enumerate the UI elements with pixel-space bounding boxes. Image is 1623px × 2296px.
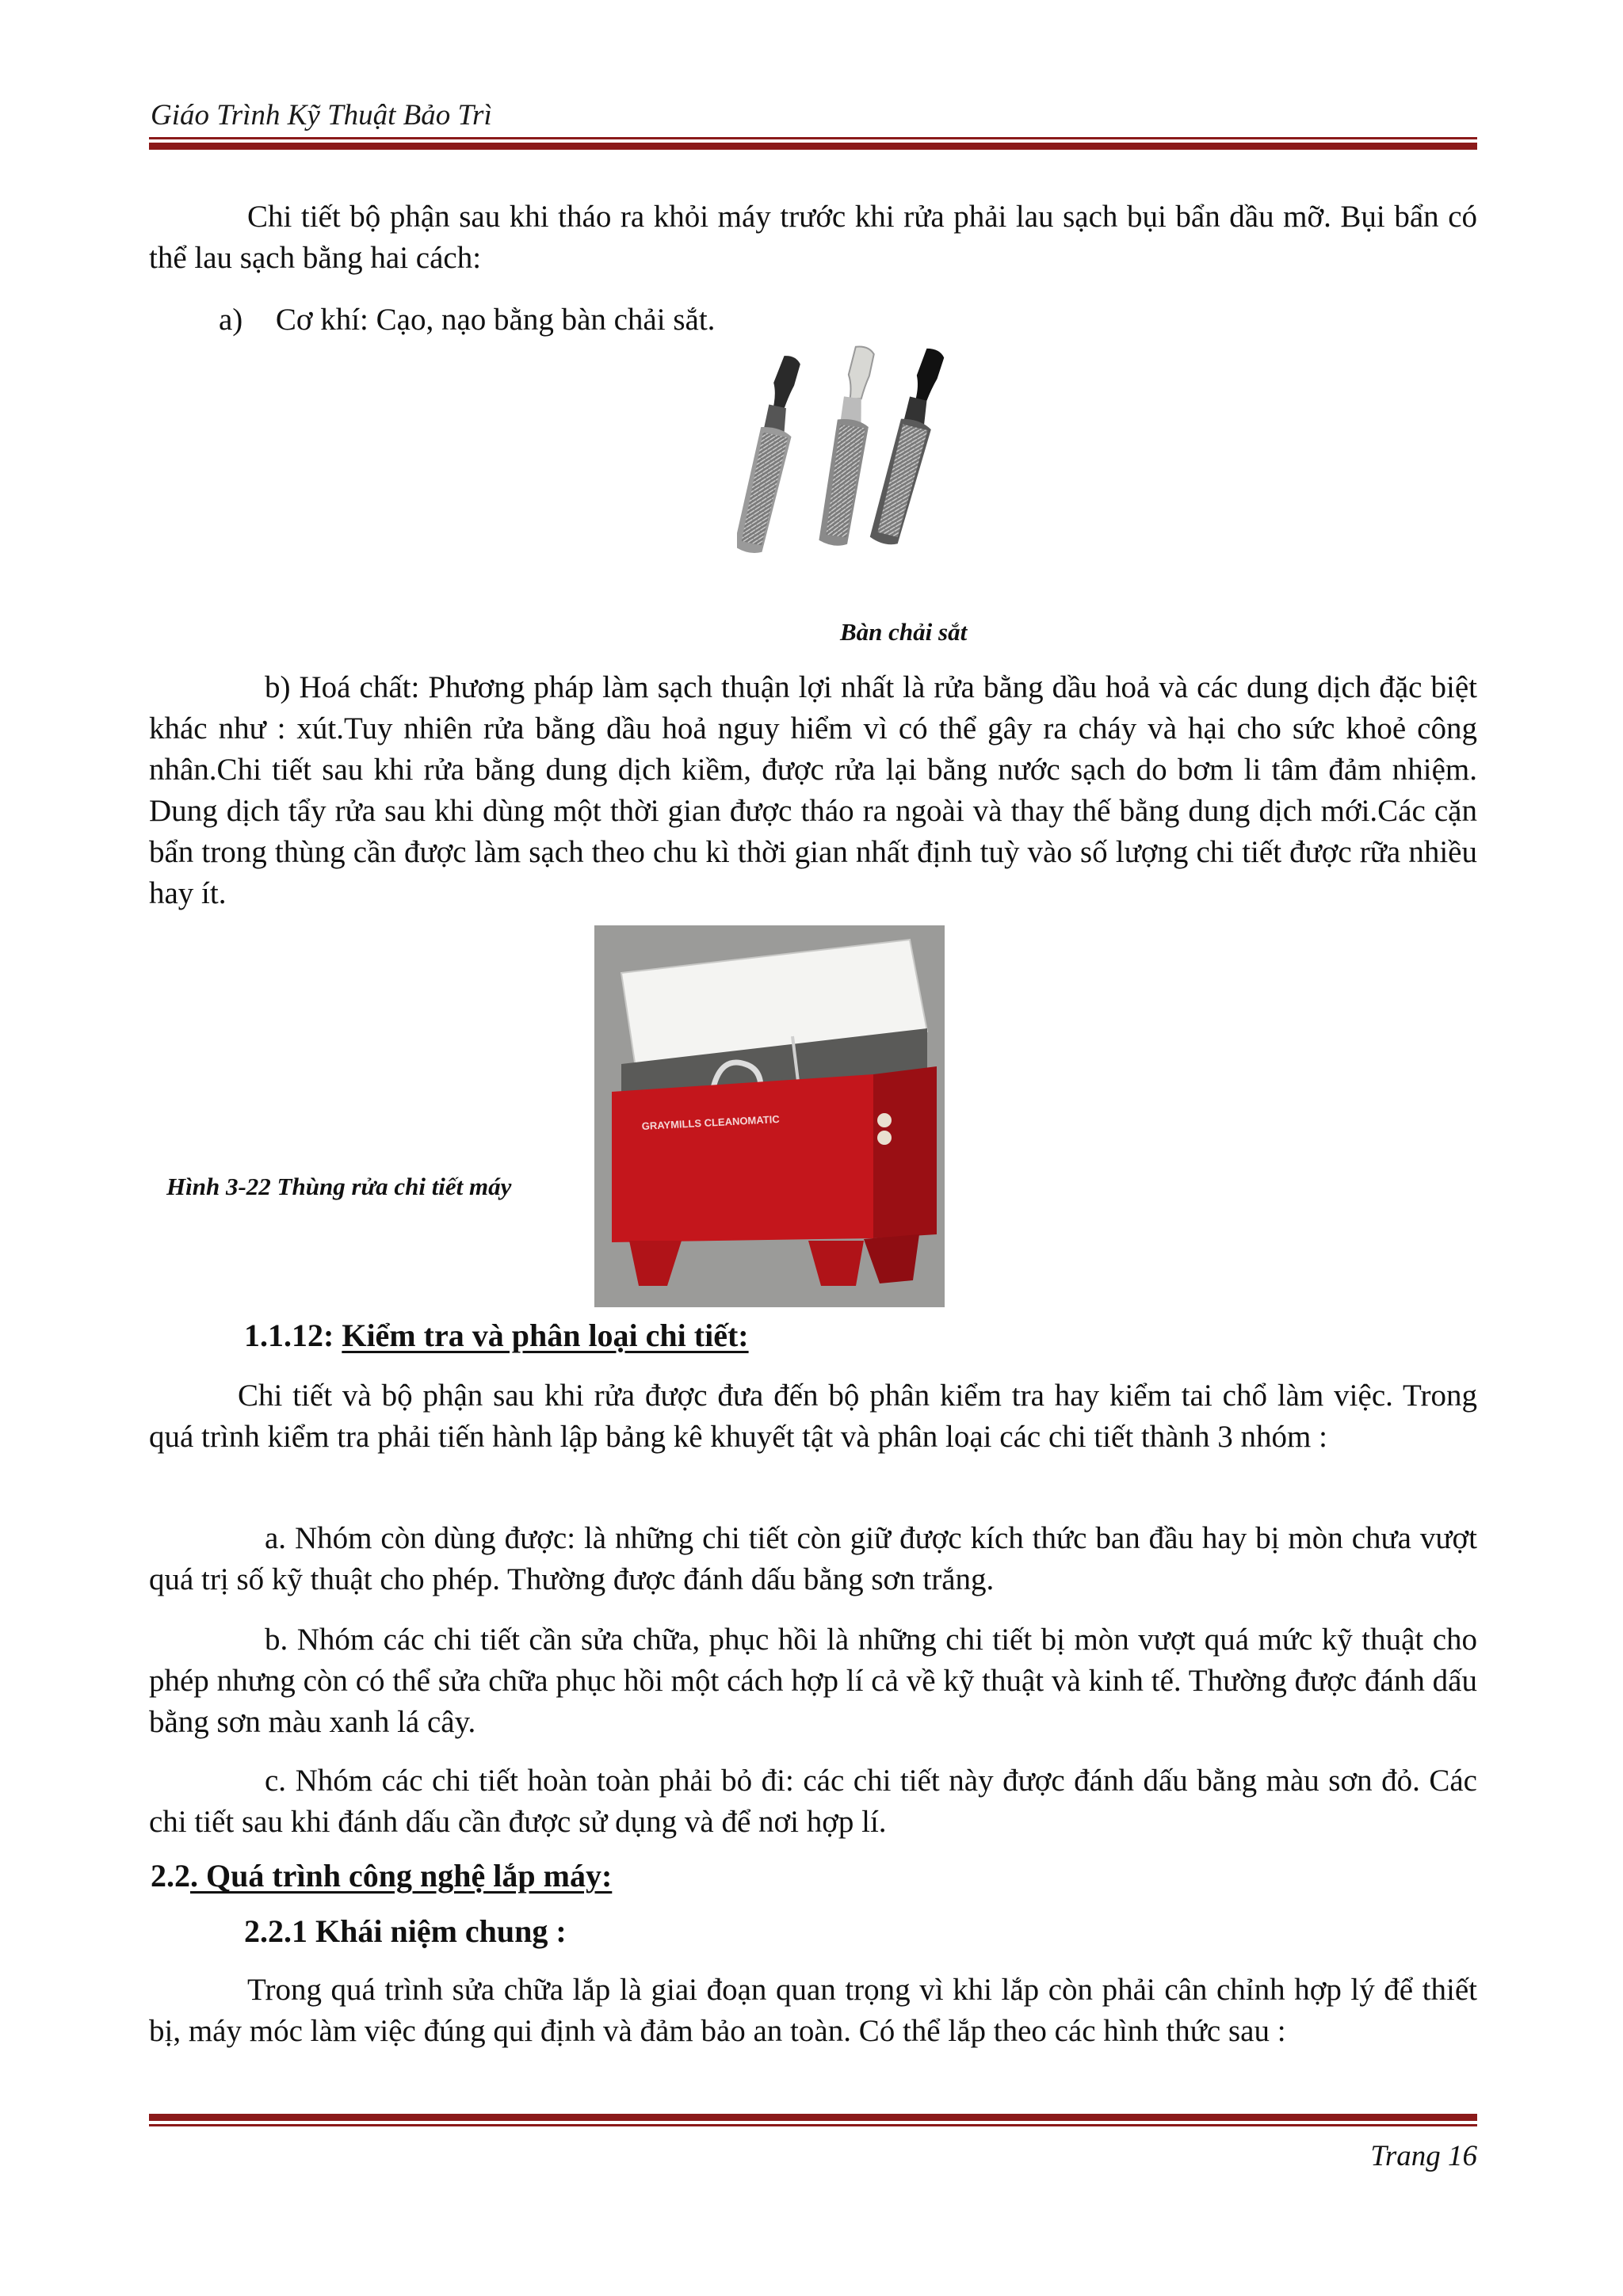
- section-1112-number: 1.1.12:: [244, 1318, 334, 1353]
- header-title: Giáo Trình Kỹ Thuật Bảo Trì: [151, 99, 492, 132]
- section-22-title: . Quá trình công nghệ lắp máy:: [190, 1858, 613, 1894]
- list-marker-a: a): [219, 303, 243, 337]
- para-intro: Chi tiết bộ phận sau khi tháo ra khỏi máy trước khi rửa phải lau sạch bụi bẩn dầu mỡ. Bụi bẩn có thể lau sạch bằng hai cách:: [149, 200, 1477, 275]
- wire-brush-image: [737, 345, 991, 582]
- tank-caption: Hình 3-22 Thùng rửa chi tiết máy: [166, 1173, 512, 1200]
- section-1112-heading: [244, 1317, 749, 1354]
- group-a: a. Nhóm còn dùng được: là những chi tiết còn giữ được kích thức ban đầu hay bị mòn chưa vượt quá trị số kỹ thuật cho phép. Thường được đánh dấu bằng sơn trắng.: [149, 1521, 1477, 1596]
- para-1112: Chi tiết và bộ phận sau khi rửa được đưa đến bộ phân kiểm tra hay kiểm tai chổ làm việc. Trong quá trình kiểm tra phải tiến hành lập bảng kê khuyết tật và phân loại các chi tiết thành 3 nhóm :: [149, 1379, 1477, 1454]
- section-1112-title: Kiểm tra và phân loại chi tiết:: [342, 1318, 749, 1353]
- section-22-number: 2.2: [151, 1858, 190, 1894]
- para-b: b) Hoá chất: Phương pháp làm sạch thuận lợi nhất là rửa bằng dầu hoả và các dung dịch đặc biệt khác như : xút.Tuy nhiên rửa bằng dầu hoả nguy hiểm vì có thể gây ra cháy và hại cho sức khoẻ công nhân.Chi tiết sau khi rửa bằng dung dịch kiềm, được rửa lại bằng nước sạch do bơm li tâm đảm nhiệm. Dung dịch tẩy rửa sau khi dùng một thời gian được tháo ra ngoài và thay thế bằng dung dịch mới.Các cặn bẩn trong thùng cần được làm sạch theo chu kì thời gian nhất định tuỳ vào số lượng chi tiết được rữa nhiều hay ít.: [149, 670, 1477, 910]
- group-b: b. Nhóm các chi tiết cần sửa chữa, phục hồi là những chi tiết bị mòn vượt quá mức kỹ thuật cho phép nhưng còn có thể sửa chữa phục hồi một cách hợp lí cả về kỹ thuật và kinh tế. Thường được đánh dấu bằng sơn màu xanh lá cây.: [149, 1623, 1477, 1739]
- group-c: c. Nhóm các chi tiết hoàn toàn phải bỏ đi: các chi tiết này được đánh dấu bằng màu sơn đỏ. Các chi tiết sau khi đánh dấu cần được sử dụng và để nơi hợp lí.: [149, 1764, 1477, 1839]
- list-item-a: [219, 299, 1407, 341]
- parts-washer-image: [594, 925, 945, 1307]
- section-221-heading: 2.2.1 Khái niệm chung :: [244, 1913, 567, 1949]
- page-number: Trang 16: [1370, 2140, 1477, 2172]
- para-221: Trong quá trình sửa chữa lắp là giai đoạn quan trọng vì khi lắp còn phải cân chỉnh hợp lý để thiết bị, máy móc làm việc đúng qui định và đảm bảo an toàn. Có thể lắp theo các hình thức sau :: [149, 1973, 1477, 2048]
- footer-rule: [149, 2114, 1477, 2126]
- tank-brand-label: GRAYMILLS CLEANOMATIC: [641, 1112, 780, 1132]
- header-rule: [149, 137, 1477, 150]
- list-text-a: Cơ khí: Cạo, nạo bằng bàn chải sắt.: [275, 303, 716, 337]
- section-22-heading: [151, 1857, 612, 1894]
- brush-caption: Bàn chải sắt: [840, 618, 968, 646]
